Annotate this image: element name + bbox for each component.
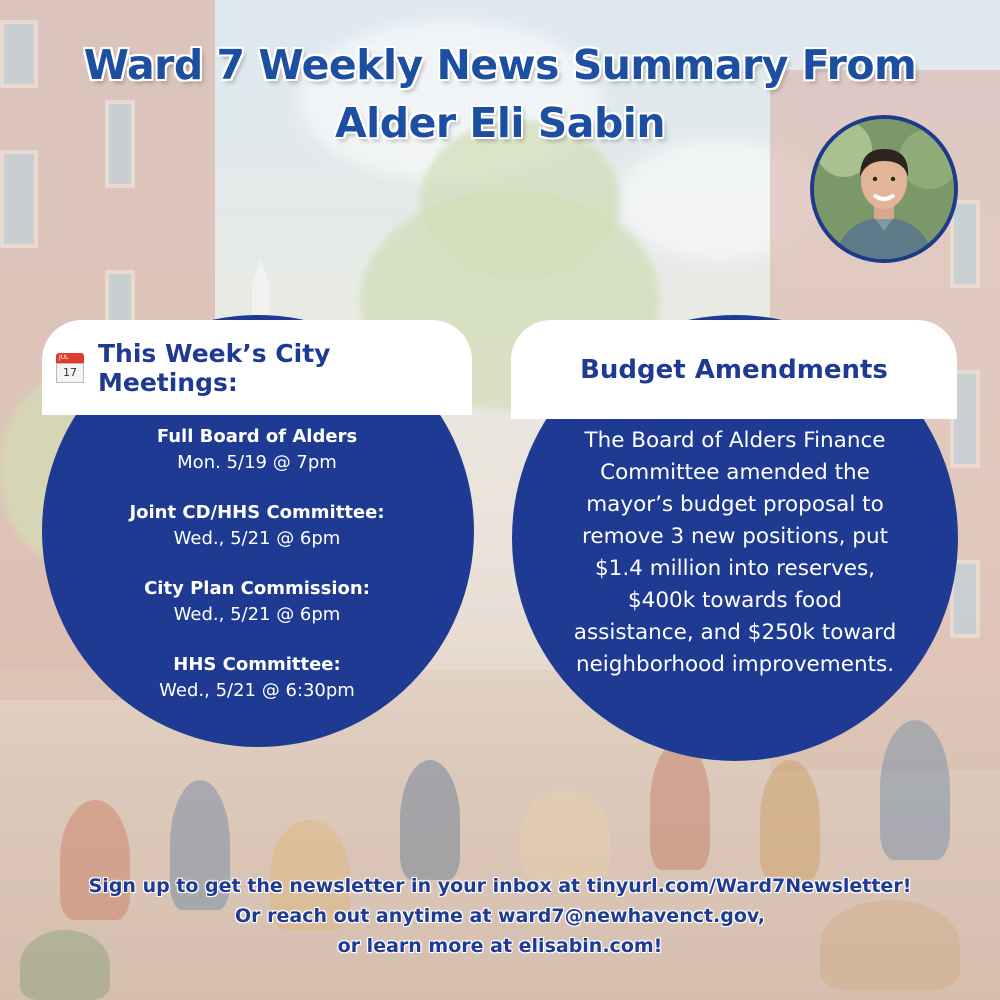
budget-line: mayor’s budget proposal to (586, 492, 884, 517)
budget-body (548, 425, 922, 681)
meeting-time: Wed., 5/21 @ 6:30pm (159, 680, 355, 701)
meeting-title: Joint CD/HHS Committee: (129, 502, 385, 523)
list-item (42, 500, 472, 552)
meetings-heading: This Week’s City Meetings: (98, 338, 331, 397)
meeting-time: Wed., 5/21 @ 6pm (173, 528, 341, 549)
budget-line: remove 3 new positions, put (582, 524, 888, 549)
meetings-list (42, 424, 472, 728)
budget-header (511, 320, 957, 419)
meeting-time: Mon. 5/19 @ 7pm (177, 452, 337, 473)
meetings-header (42, 320, 472, 415)
budget-line: The Board of Alders Finance (584, 428, 886, 453)
budget-line: neighborhood improvements. (575, 652, 895, 677)
website-text: or learn more at elisabin.com! (337, 935, 663, 957)
list-item (42, 424, 472, 476)
newsletter-signup-text: Sign up to get the newsletter in your inbox at tinyurl.com/Ward7Newsletter! (88, 875, 912, 897)
list-item (42, 652, 472, 704)
calendar-icon: JUL 17 (56, 353, 84, 383)
meeting-title: City Plan Commission: (144, 578, 370, 599)
title-line-2: Alder Eli Sabin (334, 99, 666, 147)
meeting-title: HHS Committee: (173, 654, 341, 675)
title-line-1: Ward 7 Weekly News Summary From (83, 41, 917, 89)
contact-email-text: Or reach out anytime at ward7@newhavenct.gov, (235, 905, 765, 927)
budget-heading: Budget Amendments (580, 354, 888, 385)
meeting-time: Wed., 5/21 @ 6pm (173, 604, 341, 625)
budget-line: $1.4 million into reserves, (594, 556, 876, 581)
footer (0, 871, 1000, 961)
avatar (810, 115, 958, 263)
list-item (42, 576, 472, 628)
budget-line: $400k towards food (627, 588, 842, 613)
meeting-title: Full Board of Alders (156, 426, 358, 447)
budget-line: assistance, and $250k toward (573, 620, 897, 645)
budget-line: Committee amended the (600, 460, 870, 485)
